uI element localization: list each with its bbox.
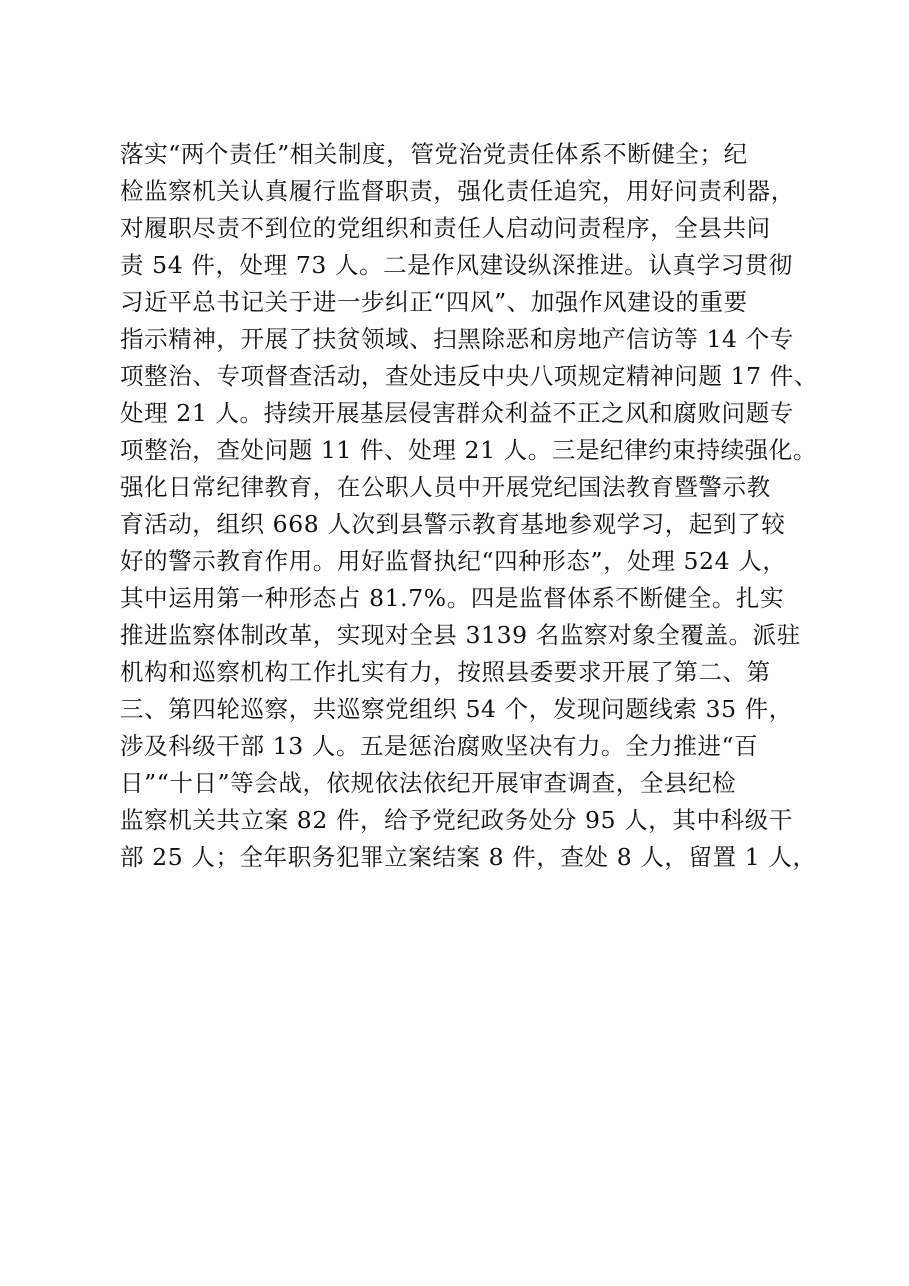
text-line: 强化日常纪律教育，在公职人员中开展党纪国法教育暨警示教 xyxy=(120,473,771,501)
text-line: 落实“两个责任”相关制度，管党治党责任体系不断健全；纪 xyxy=(120,140,748,168)
text-line: 好的警示教育作用。用好监督执纪“四种形态”，处理 524 人， xyxy=(120,547,787,575)
text-line: 部 25 人；全年职务犯罪立案结案 8 件，查处 8 人，留置 1 人， xyxy=(120,843,817,871)
document-body xyxy=(120,136,820,876)
text-line: 其中运用第一种形态占 81.7%。四是监督体系不断健全。扎实 xyxy=(120,584,785,612)
text-line: 机构和巡察机构工作扎实有力，按照县委要求开展了第二、第 xyxy=(120,658,771,686)
text-line: 项整治，查处问题 11 件、处理 21 人。三是纪律约束持续强化。 xyxy=(120,436,817,464)
text-line: 习近平总书记关于进一步纠正“四风”、加强作风建设的重要 xyxy=(120,288,748,316)
text-line: 项整治、专项督查活动，查处违反中央八项规定精神问题 17 件、 xyxy=(120,362,818,390)
text-line: 推进监察体制改革，实现对全县 3139 名监察对象全覆盖。派驻 xyxy=(120,621,801,649)
text-line: 指示精神，开展了扶贫领域、扫黑除恶和房地产信访等 14 个专 xyxy=(120,325,794,353)
text-line: 监察机关共立案 82 件，给予党纪政务处分 95 人，其中科级干 xyxy=(120,806,793,834)
text-line: 日”“十日”等会战，依规依法依纪开展审查调查，全县纪检 xyxy=(120,769,737,797)
text-line: 三、第四轮巡察，共巡察党组织 54 个，发现问题线索 35 件， xyxy=(120,695,793,723)
text-line: 涉及科级干部 13 人。五是惩治腐败坚决有力。全力推进“百 xyxy=(120,732,759,760)
text-line: 处理 21 人。持续开展基层侵害群众利益不正之风和腐败问题专 xyxy=(120,399,794,427)
text-line: 育活动，组织 668 人次到县警示教育基地参观学习，起到了较 xyxy=(120,510,786,538)
text-line: 对履职尽责不到位的党组织和责任人启动问责程序，全县共问 xyxy=(120,214,771,242)
text-line: 责 54 件，处理 73 人。二是作风建设纵深推进。认真学习贯彻 xyxy=(120,251,793,279)
text-line: 检监察机关认真履行监督职责，强化责任追究，用好问责利器， xyxy=(120,177,795,205)
